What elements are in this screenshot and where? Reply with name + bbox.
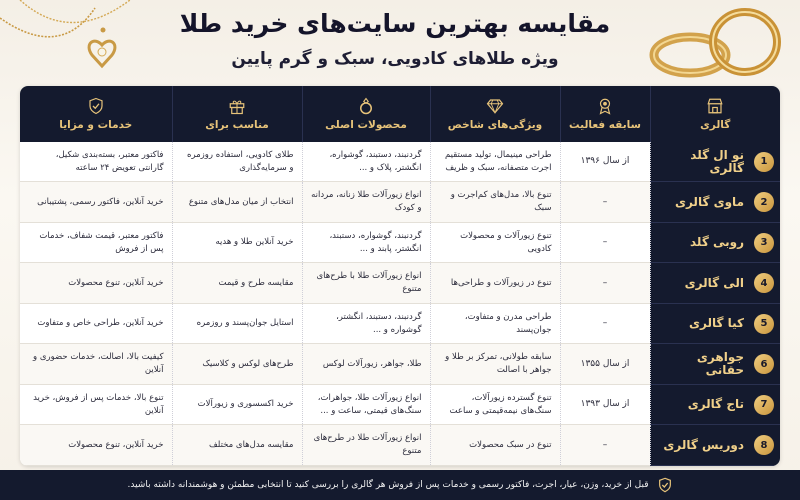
rank-badge: 8	[754, 435, 774, 455]
shop-icon	[706, 97, 724, 115]
products-cell: گردنبند، دستبند، گوشواره، انگشتر، پلاک و ...	[302, 142, 430, 182]
rank-badge: 1	[754, 152, 774, 172]
features-cell: تنوع در زیورآلات و طراحی‌ها	[430, 263, 560, 304]
suitable-cell: مقایسه طرح و قیمت	[172, 263, 302, 304]
since-cell: از سال ۱۳۹۶	[560, 142, 650, 182]
suitable-cell: استایل جوان‌پسند و روزمره	[172, 303, 302, 344]
since-cell: از سال ۱۳۵۵	[560, 344, 650, 385]
services-cell: تنوع بالا، خدمات پس از فروش، خرید آنلاین	[20, 384, 172, 425]
column-header-suitable	[172, 86, 302, 142]
features-cell: طراحی مدرن و متفاوت، جوان‌پسند	[430, 303, 560, 344]
features-cell: سابقه طولانی، تمرکز بر طلا و جواهر با اصالت	[430, 344, 560, 385]
column-header-services-label: خدمات و مزایا	[59, 119, 133, 131]
services-cell: خرید آنلاین، طراحی خاص و متفاوت	[20, 303, 172, 344]
column-header-features	[430, 86, 560, 142]
since-cell: از سال ۱۳۹۳	[560, 384, 650, 425]
table-row	[20, 425, 780, 466]
gallery-name: کیا گالری	[688, 316, 744, 331]
suitable-cell: مقایسه مدل‌های مختلف	[172, 425, 302, 466]
suitable-cell: طرح‌های لوکس و کلاسیک	[172, 344, 302, 385]
gallery-cell[interactable]	[650, 263, 780, 304]
column-header-gallery	[650, 86, 780, 142]
features-cell: تنوع گسترده زیورآلات، سنگ‌های نیمه‌قیمتی و ساعت	[430, 384, 560, 425]
products-cell: گردنبند، گوشواره، دستبند، انگشتر، پابند و ...	[302, 222, 430, 263]
gallery-cell[interactable]	[650, 425, 780, 466]
rank-badge: 5	[754, 314, 774, 334]
services-cell: فاکتور معتبر، بسته‌بندی شکیل، گارانتی تعویض ۲۴ ساعته	[20, 142, 172, 182]
footer-note	[0, 470, 800, 500]
table-row	[20, 182, 780, 223]
table-header-row	[20, 86, 780, 142]
services-cell: کیفیت بالا، اصالت، خدمات حضوری و آنلاین	[20, 344, 172, 385]
products-cell: طلا، جواهر، زیورآلات لوکس	[302, 344, 430, 385]
services-cell: فاکتور معتبر، قیمت شفاف، خدمات پس از فروش	[20, 222, 172, 263]
gallery-cell[interactable]	[650, 142, 780, 182]
suitable-cell: خرید آنلاین طلا و هدیه	[172, 222, 302, 263]
footer-text: قبل از خرید، وزن، عیار، اجرت، فاکتور رسمی و خدمات پس از فروش هر گالری را بررسی کنید تا انتخابی مطمئن و هوشمندانه داشته باشید.	[127, 480, 649, 490]
since-cell: –	[560, 303, 650, 344]
page-header	[160, 6, 630, 72]
gallery-cell[interactable]	[650, 303, 780, 344]
table-row	[20, 384, 780, 425]
products-cell: انواع زیورآلات طلا، جواهرات، سنگ‌های قیمتی، ساعت و ...	[302, 384, 430, 425]
table-row	[20, 263, 780, 304]
table-row	[20, 344, 780, 385]
rank-badge: 7	[754, 395, 774, 415]
since-cell: –	[560, 425, 650, 466]
rank-badge: 4	[754, 273, 774, 293]
rank-badge: 6	[754, 354, 774, 374]
column-header-services	[20, 86, 172, 142]
column-header-products	[302, 86, 430, 142]
gold-rings-image	[630, 0, 800, 95]
gallery-name: تاج گالری	[687, 397, 744, 412]
products-cell: انواع زیورآلات طلا زنانه، مردانه و کودک	[302, 182, 430, 223]
page-title: مقایسه بهترین سایت‌های خرید طلا	[179, 9, 611, 38]
award-badge-icon	[596, 97, 614, 115]
rank-badge: 3	[754, 233, 774, 253]
products-cell: انواع زیورآلات طلا با طرح‌های متنوع	[302, 263, 430, 304]
suitable-cell: انتخاب از میان مدل‌های متنوع	[172, 182, 302, 223]
features-cell: طراحی مینیمال، تولید مستقیم اجرت متصفانه، سبک و ظریف	[430, 142, 560, 182]
gold-necklace-image	[0, 0, 150, 90]
comparison-table	[20, 86, 780, 466]
services-cell: خرید آنلاین، فاکتور رسمی، پشتیبانی	[20, 182, 172, 223]
column-header-suitable-label: مناسب برای	[205, 119, 269, 131]
features-cell: تنوع زیورآلات و محصولات کادویی	[430, 222, 560, 263]
column-header-features-label: ویژگی‌های شاخص	[447, 119, 543, 131]
services-cell: خرید آنلاین، تنوع محصولات	[20, 425, 172, 466]
gallery-cell[interactable]	[650, 344, 780, 385]
gallery-name: روبی گلد	[690, 235, 744, 250]
features-cell: تنوع بالا، مدل‌های کم‌اجرت و سبک	[430, 182, 560, 223]
gallery-cell[interactable]	[650, 182, 780, 223]
table-row	[20, 303, 780, 344]
products-cell: انواع زیورآلات طلا در طرح‌های متنوع	[302, 425, 430, 466]
rank-badge: 2	[754, 192, 774, 212]
page-subtitle: ویژه طلاهای کادویی، سبک و گرم پایین	[231, 49, 559, 69]
gift-icon	[228, 97, 246, 115]
ring-icon	[357, 97, 375, 115]
gallery-name: دوریس گالری	[663, 437, 744, 452]
gallery-name: جواهری حقانی	[696, 350, 744, 378]
since-cell: –	[560, 222, 650, 263]
suitable-cell: خرید اکسسوری و زیورآلات	[172, 384, 302, 425]
shield-check-icon	[657, 477, 673, 493]
diamond-icon	[486, 97, 504, 115]
products-cell: گردنبند، دستبند، انگشتر، گوشواره و ...	[302, 303, 430, 344]
column-header-since-label: سابقه فعالیت	[569, 119, 641, 131]
table-row	[20, 142, 780, 182]
since-cell: –	[560, 182, 650, 223]
shield-check-icon	[87, 97, 105, 115]
column-header-products-label: محصولات اصلی	[325, 119, 407, 131]
column-header-since	[560, 86, 650, 142]
gallery-name: الی گالری	[684, 275, 744, 290]
table-row	[20, 222, 780, 263]
gallery-cell[interactable]	[650, 384, 780, 425]
since-cell: –	[560, 263, 650, 304]
column-header-gallery-label: گالری	[700, 119, 731, 131]
features-cell: تنوع در سبک محصولات	[430, 425, 560, 466]
gallery-name: ماوی گالری	[674, 194, 744, 209]
suitable-cell: طلای کادویی، استفاده روزمره و سرمایه‌گذاری	[172, 142, 302, 182]
gallery-name: نو ال گلد گالری	[690, 147, 744, 175]
gallery-cell[interactable]	[650, 222, 780, 263]
services-cell: خرید آنلاین، تنوع محصولات	[20, 263, 172, 304]
